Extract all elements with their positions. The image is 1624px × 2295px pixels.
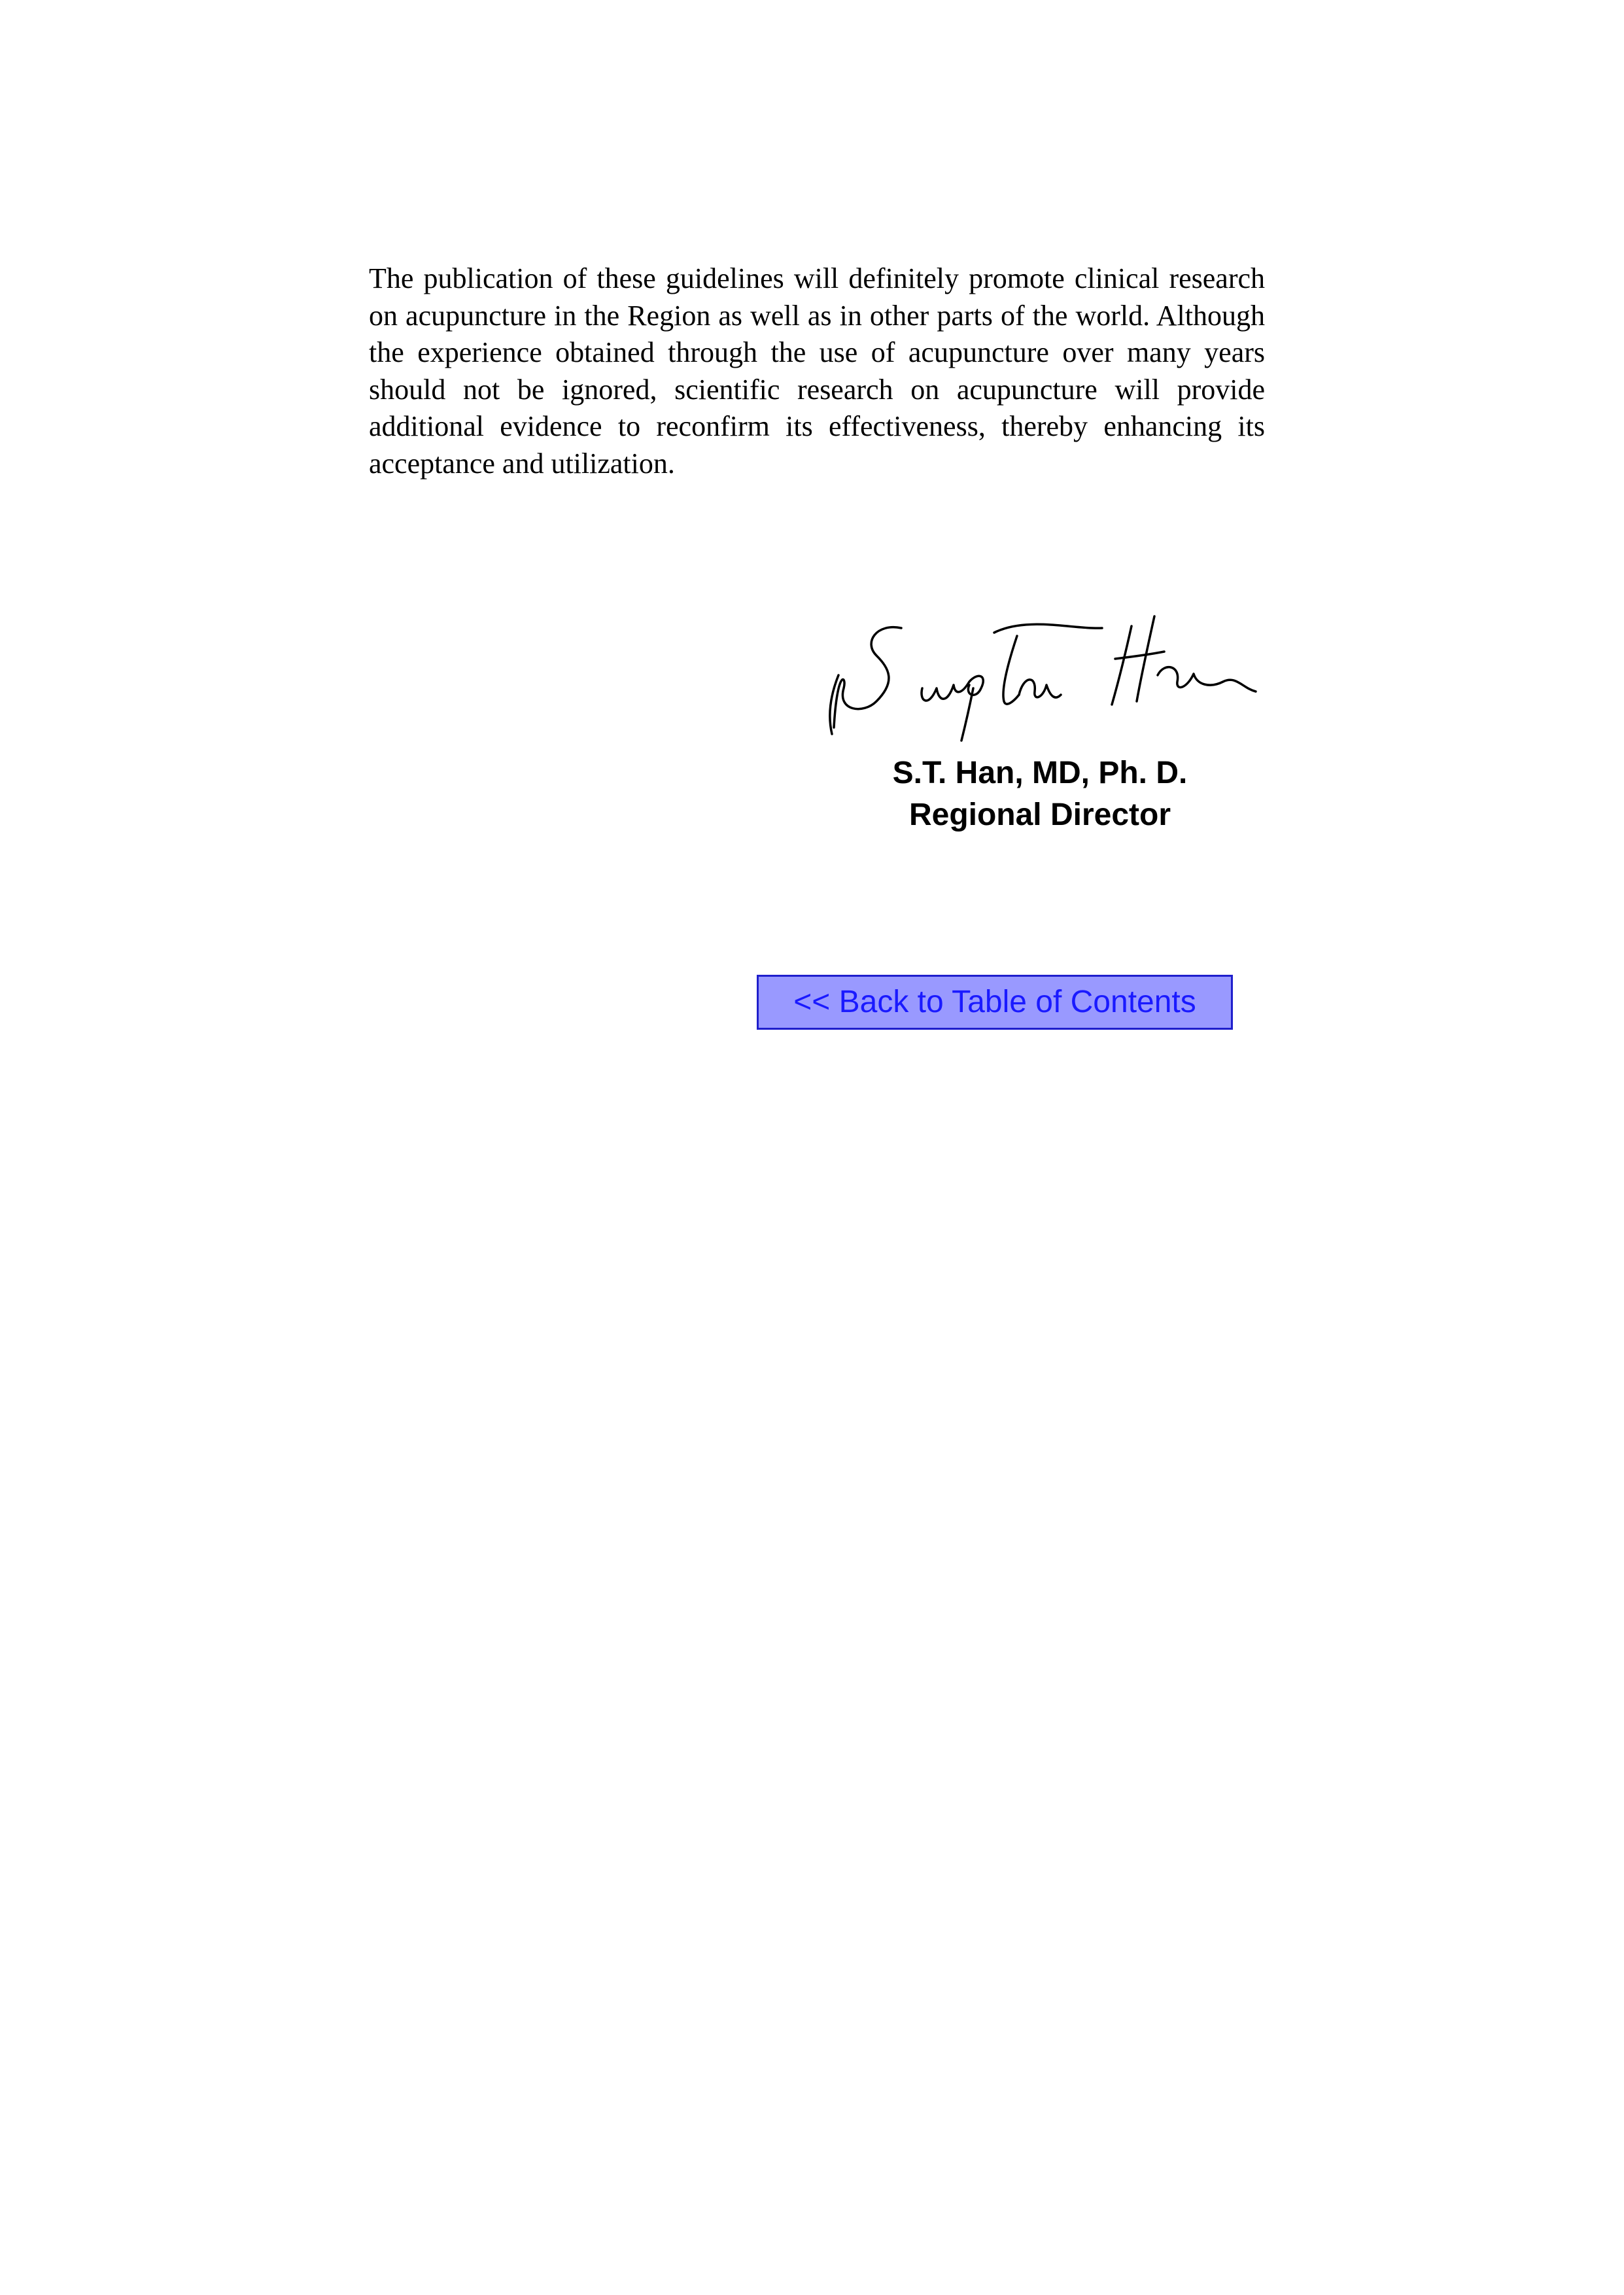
body-paragraph: The publication of these guidelines will definitely promote clinical research on acupuncture in the Region as well as in other parts of the world. Although the experience obtained through the use of acupuncture over many years should not be ignored, scientific research on acupuncture will provide additional evidence to reconfirm its effectiveness, thereby enhancing its acceptance and utilization. xyxy=(369,262,1265,480)
signer-title: Regional Director xyxy=(908,797,1171,832)
signer-name: S.T. Han, MD, Ph. D. xyxy=(892,756,1188,790)
handwritten-signature xyxy=(824,597,1282,747)
back-to-table-of-contents-button[interactable]: << Back to Table of Contents xyxy=(757,975,1233,1030)
signature-block xyxy=(811,752,1269,836)
